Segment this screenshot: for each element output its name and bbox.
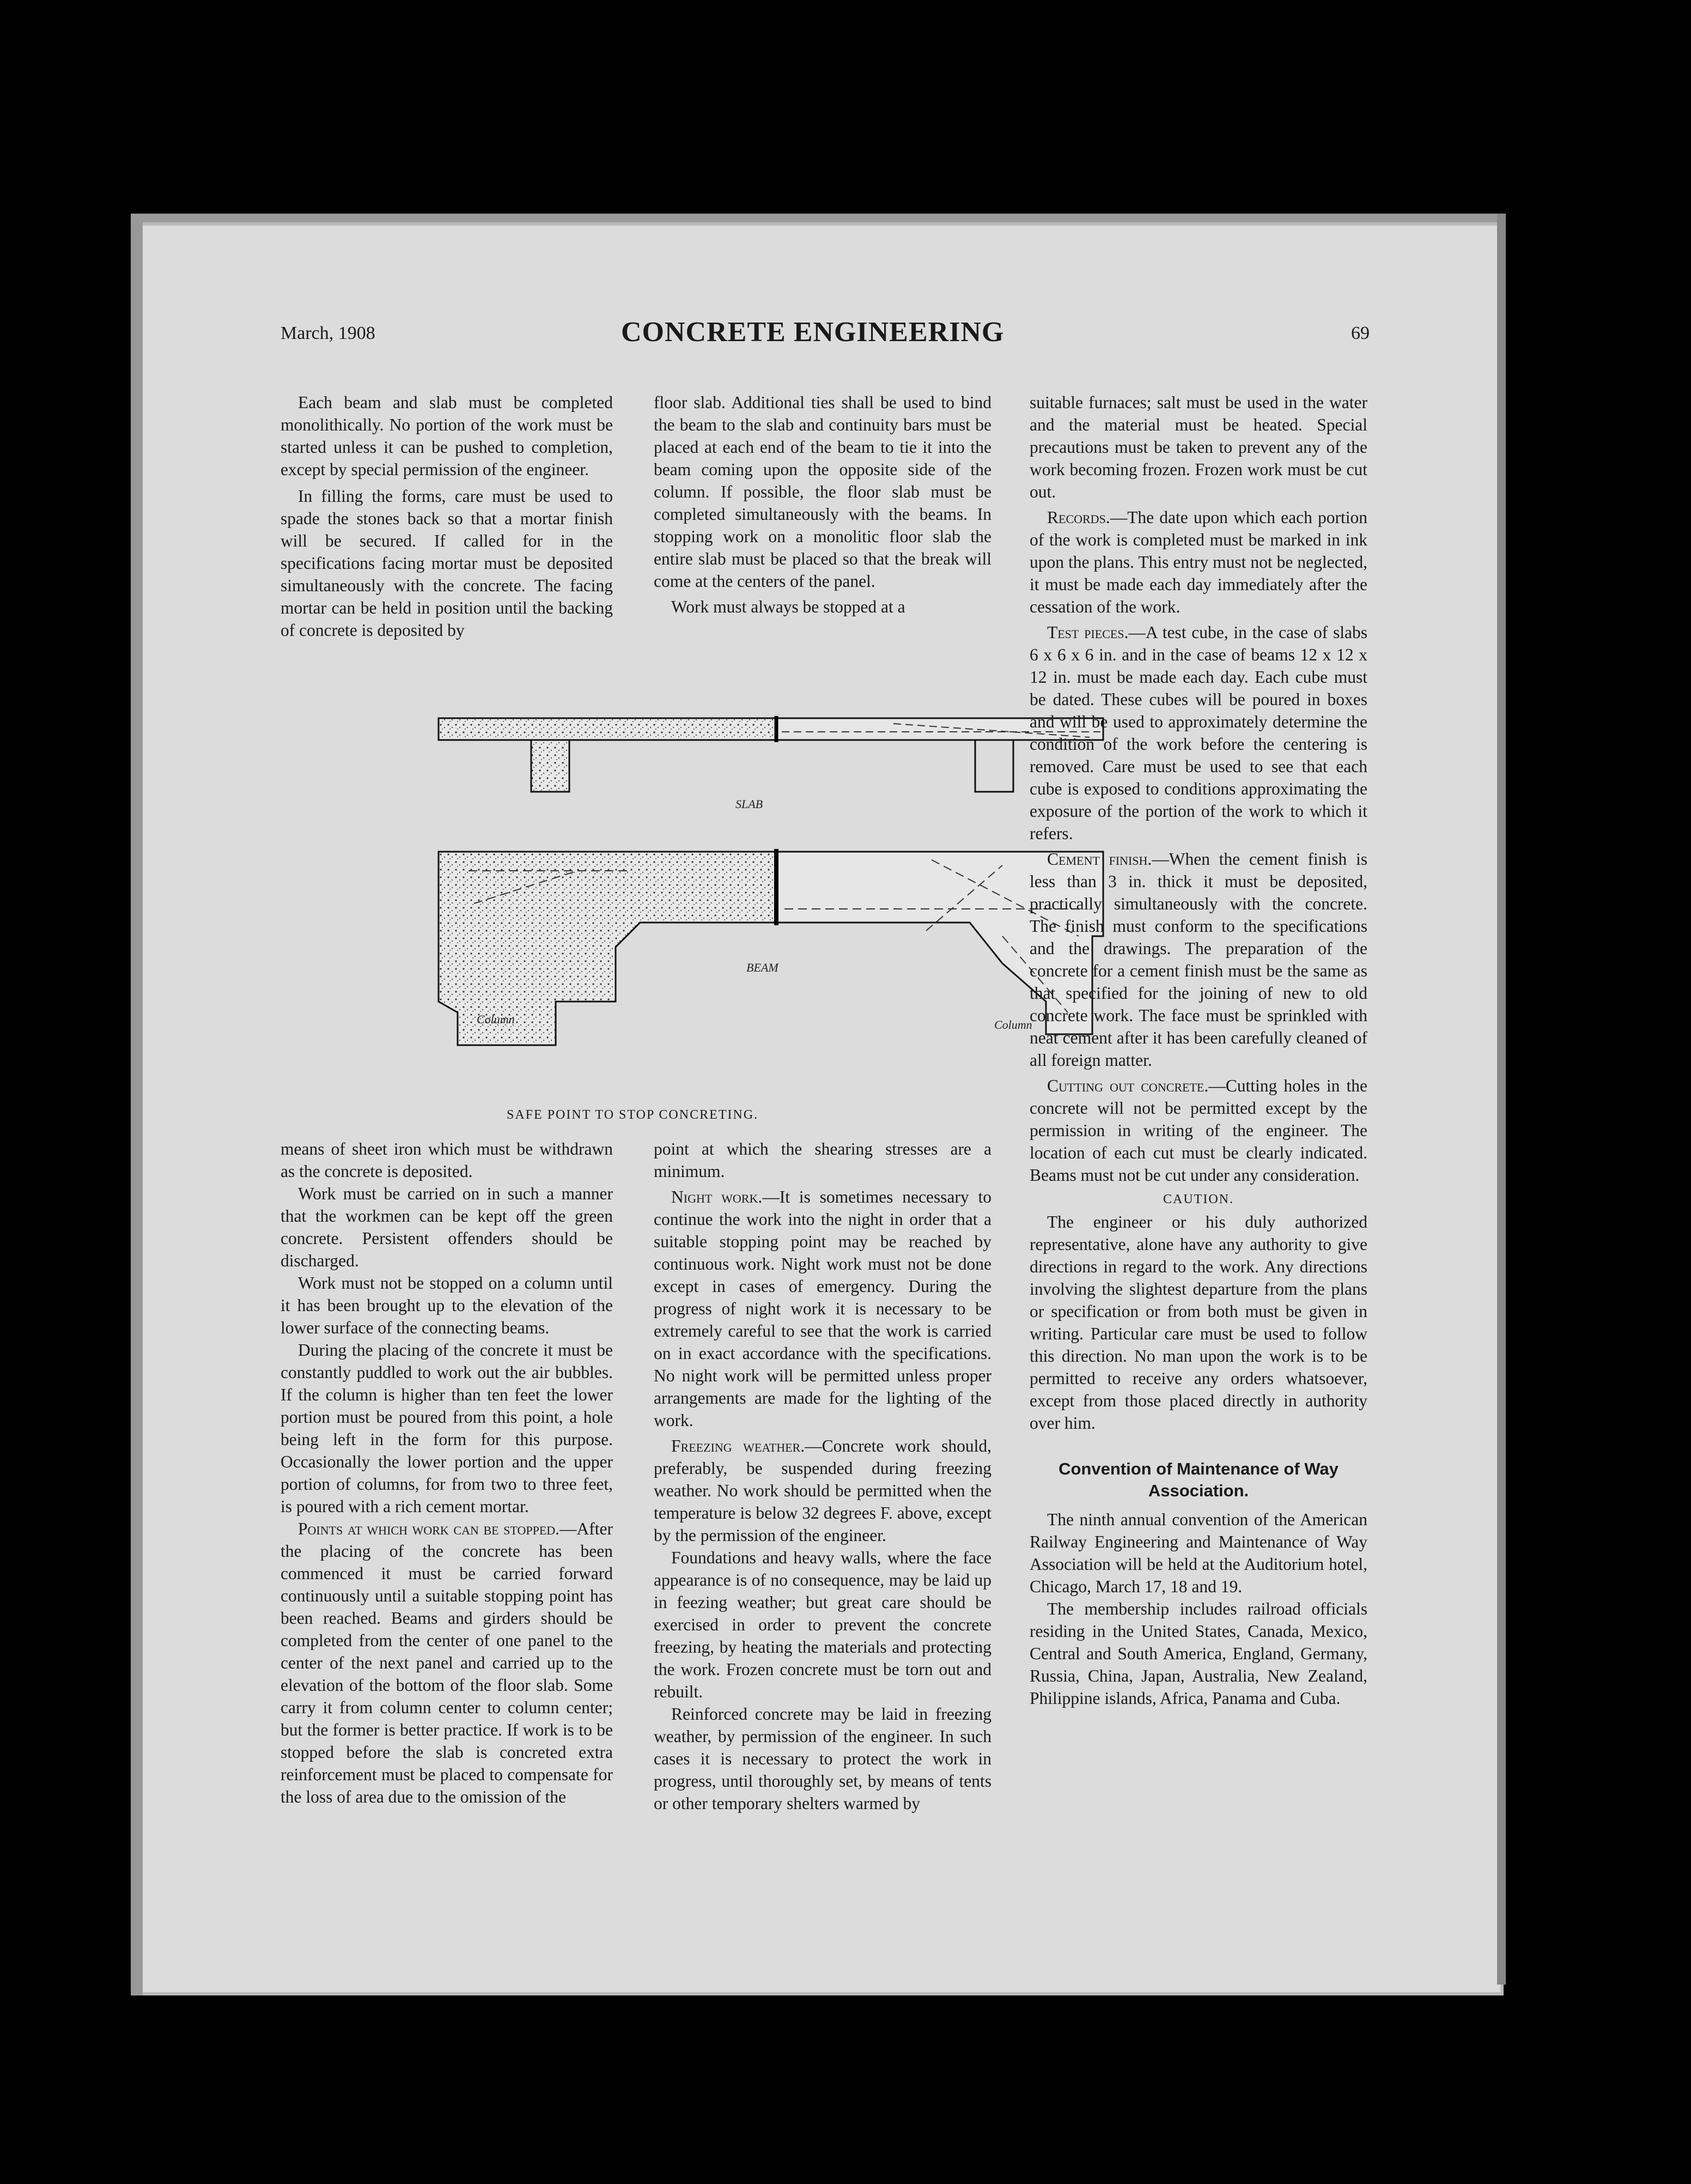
- run-in-head: Freezing weather.: [671, 1436, 805, 1455]
- run-in-head: Night work.: [671, 1187, 763, 1206]
- paragraph-body: —After the placing of the concrete has been commenced it must be carried forward continuously until a suitable stopping point has been reached. Beams and girders should be completed from the center of one panel to the center of the next panel and carried up to the elevation of the bottom of the floor slab. Some carry it from column center to column center; but the former is better practice. If work is to be stopped before the slab is concreted extra reinforcement must be placed to compensate for the loss of area due to the omission of the: [281, 1519, 613, 1806]
- points-paragraph: [281, 1518, 613, 1808]
- paragraph: The engineer or his duly authorized representative, alone have any authority to give directions in regard to the work. Any directions involving the slightest departure from the plans or specification or from both must be given in writing. Particular care must be used to follow this direction. No man upon the work is to be permitted to receive any orders whatsoever, except from those placed directly in authority over him.: [1030, 1212, 1367, 1433]
- column-left-label: Column: [477, 1012, 515, 1026]
- run-in-head: Records.: [1047, 508, 1110, 527]
- journal-title: CONCRETE ENGINEERING: [621, 317, 1005, 348]
- paragraph: means of sheet iron which must be withdrawn as the concrete is deposited.: [281, 1139, 613, 1181]
- test-pieces-paragraph: [1030, 621, 1367, 845]
- freezing-paragraph: [654, 1435, 992, 1546]
- convention-heading: Convention of Maintenance of Way Association.: [1059, 1459, 1339, 1500]
- paragraph-body: —A test cube, in the case of slabs 6 x 6 x 6 in. and in the case of beams 12 x 12 x 12 in. must be made each day. Each cube must be dated. These cubes will be poured in boxes and will be used to approximately determine the condition of the work before the centering is removed. Care must be used to see that each cube is exposed to conditions approximating the exposure of the portion of the work to which it refers.: [1030, 623, 1367, 843]
- column-1-top: [281, 391, 613, 641]
- beam-diagram: [439, 849, 1103, 1045]
- slab-label: SLAB: [735, 797, 763, 811]
- caution-heading: CAUTION.: [1163, 1192, 1234, 1206]
- header-date: March, 1908: [281, 323, 375, 343]
- paragraph: suitable furnaces; salt must be used in the water and the material must be heated. Special precautions must be taken to prevent any of the work becoming frozen. Frozen work must be cut out.: [1030, 393, 1367, 501]
- paragraph: The membership includes railroad officials residing in the United States, Canada, Mexico, Central and South America, England, Germany, Russia, China, Japan, Australia, New Zealand, Philippine islands, Africa, Panama and Cuba.: [1030, 1599, 1367, 1708]
- cement-finish-paragraph: [1030, 848, 1367, 1071]
- paragraph: Work must be carried on in such a manner that the workmen can be kept off the green concrete. Persistent offenders should be discharged.: [281, 1184, 613, 1270]
- paragraph-body: —The date upon which each portion of the work is completed must be marked in ink upon the plans. This entry must not be neglected, it must be made each day immediately after the cessation of the work.: [1030, 508, 1367, 616]
- records-paragraph: [1030, 506, 1367, 618]
- paragraph: Reinforced concrete may be laid in freezing weather, by permission of the engineer. In such cases it is necessary to protect the work in progress, until thoroughly set, by means of tents or other temporary shelters warmed by: [654, 1704, 992, 1813]
- slab-diagram: [439, 716, 1103, 811]
- paragraph: Work must always be stopped at a: [671, 597, 905, 616]
- paragraph-body: —It is sometimes necessary to continue the work into the night in order that a suitable stopping point may be reached by continuous work. Night work must not be done except in cases of emergency. During the progress of night work it is necessary to be extremely careful to see that the work is carried on in exact accordance with the specifications. No night work will be permitted unless proper arrangements are made for the lighting of the work.: [654, 1187, 992, 1430]
- run-in-head: Test pieces.: [1047, 623, 1129, 642]
- page-right-edge: [1497, 214, 1506, 1985]
- page-spine-shadow: [131, 222, 143, 1995]
- column-3: [1030, 391, 1367, 1709]
- scanned-page: [131, 222, 1504, 1995]
- night-work-paragraph: [654, 1186, 992, 1431]
- paragraph: In filling the forms, care must be used to spade the stones back so that a mortar finish will be secured. If called for in the specifications facing mortar must be deposited simultaneously with the concrete. The facing mortar can be held in position until the backing of concrete is deposited by: [281, 487, 613, 640]
- column-2-bottom: [654, 1138, 992, 1815]
- column-1-bottom: [281, 1138, 613, 1808]
- run-in-head: Cement finish.: [1047, 850, 1152, 869]
- paragraph-body: —Concrete work should, preferably, be suspended during freezing weather. No work should be permitted when the temperature is below 32 degrees F. above, except by the permission of the engineer.: [654, 1436, 992, 1545]
- paragraph: Foundations and heavy walls, where the face appearance is of no consequence, may be laid up in feezing weather; but great care should be exercised in order to prevent the concrete freezing, by heating the materials and protecting the work. Frozen concrete must be torn out and rebuilt.: [654, 1548, 992, 1701]
- paragraph: Work must not be stopped on a column until it has been brought up to the elevation of the lower surface of the connecting beams.: [281, 1273, 613, 1337]
- paragraph: During the placing of the concrete it must be constantly puddled to work out the air bubbles. If the column is higher than ten feet the lower portion must be poured from this point, a hole being left in the form for this purpose. Occasionally the lower portion and the upper portion of columns, for from two to three feet, is poured with a rich cement mortar.: [281, 1340, 613, 1516]
- page-number: 69: [1351, 323, 1370, 343]
- column-2-top: [654, 391, 992, 618]
- paragraph: point at which the shearing stresses are a minimum.: [654, 1139, 992, 1181]
- paragraph: The ninth annual convention of the American Railway Engineering and Maintenance of Way Association will be held at the Auditorium hotel, Chicago, March 17, 18 and 19.: [1030, 1510, 1367, 1596]
- run-in-head: Points at which work can be stopped.: [298, 1519, 560, 1538]
- column-right-label: Column: [994, 1018, 1032, 1032]
- cutting-out-paragraph: [1030, 1075, 1367, 1186]
- beam-label: BEAM: [746, 961, 778, 974]
- paragraph-body: —When the cement finish is less than 3 in. thick it must be deposited, practically simultaneously with the concrete. The finish must conform to the specifications and the drawings. The preparation of the concrete for a cement finish must be the same as that specified for the joining of new to old concrete work. The face must be sprinkled with neat cement after it has been carefully cleaned of all foreign matter.: [1030, 850, 1367, 1070]
- run-in-head: Cutting out concrete.: [1047, 1076, 1209, 1095]
- figure-caption: SAFE POINT TO STOP CONCRETING.: [507, 1108, 759, 1122]
- paragraph: Each beam and slab must be completed monolithically. No portion of the work must be started unless it can be pushed to completion, except by special permission of the engineer.: [281, 393, 613, 479]
- paragraph-body: —Cutting holes in the concrete will not be permitted except by the permission in writing of the engineer. The location of each cut must be clearly indicated. Beams must not be cut under any consideration.: [1030, 1076, 1367, 1185]
- paragraph: floor slab. Additional ties shall be used to bind the beam to the slab and continuity bars must be placed at each end of the beam to tie it into the beam coming upon the opposite side of the column. If possible, the floor slab must be completed simultaneously with the beams. In stopping work on a monolitic floor slab the entire slab must be placed so that the break will come at the centers of the panel.: [654, 393, 992, 591]
- concreting-figure: [294, 707, 1122, 1100]
